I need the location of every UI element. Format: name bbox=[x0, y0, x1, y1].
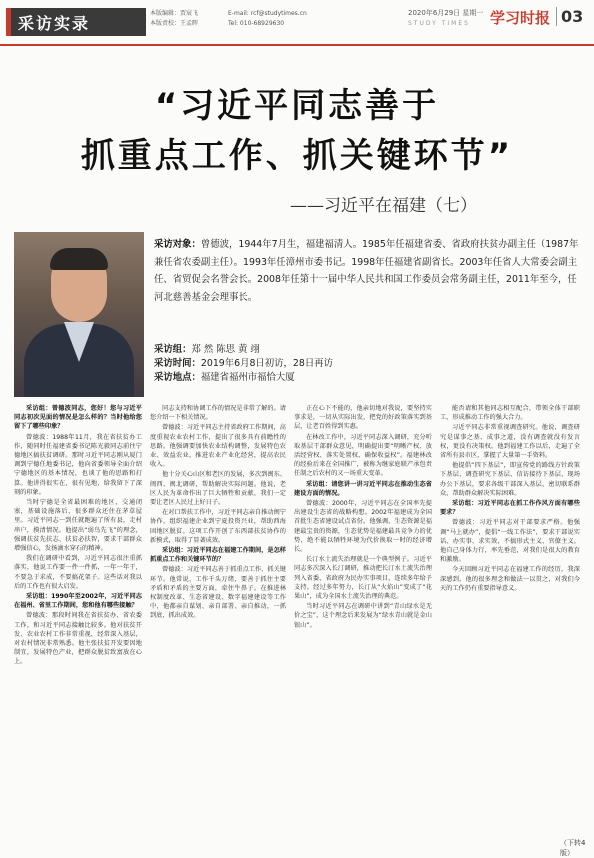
interviewee-bio bbox=[154, 236, 582, 306]
answer-paragraph: 我们在调研中看到，习近平同志很注重抓落实，他说工作要一件一件抓，一年一年干，不要急于求成，不要搞花架子。这些话对我以后的工作也有很大启发。 bbox=[14, 555, 142, 590]
answer-paragraph: 长汀水土流失治理就是一个典型例子。习近平同志多次深入长汀调研，推动把长汀水土流失治理列入省委、省政府为民办实事项目，连续多年给予支持。经过多年努力，长汀从“火焰山”变成了“花果山”，成为全国水土流失治理的典范。 bbox=[294, 556, 432, 601]
page-header bbox=[0, 0, 594, 46]
editor-line: 本版编辑：贾宸飞 bbox=[150, 10, 199, 17]
answer-paragraph: 曾德波：习近平同志主持省政府工作期间，高度重视农业农村工作，提出了很多具有前瞻性的思路。他强调要加快农业结构调整，发展特色农业、效益农业，推进农业产业化经营，提高农民收入。 bbox=[150, 424, 286, 469]
answer-paragraph: 他提倡“四下基层”，即宣传党的路线方针政策下基层、调查研究下基层、信访接待下基层、现场办公下基层，要求各级干部深入基层，密切联系群众，帮助群众解决实际困难。 bbox=[440, 462, 580, 497]
answer-paragraph: 他十分关心山区和老区的发展，多次到闽东、闽西、闽北调研，帮助解决实际问题。他说，老区人民为革命作出了巨大牺牲和贡献，我们一定要让老区人民过上好日子。 bbox=[150, 471, 286, 507]
section-banner bbox=[6, 8, 146, 36]
place-text: 福建省福州市福恰大厦 bbox=[200, 372, 295, 383]
answer-paragraph: 当时习近平同志在调研中讲到“青山绿水是无价之宝”，这个理念后来发展为“绿水青山就是金山银山”。 bbox=[294, 603, 432, 629]
email-line: E-mail: rcf@studytimes.cn bbox=[228, 10, 307, 17]
article-column-4 bbox=[440, 404, 580, 834]
group-label: 采访组： bbox=[154, 344, 192, 355]
group-text: 郑 然 陈思 黄 翊 bbox=[191, 344, 260, 355]
bio-text: 曾德波，1944年7月生，福建福清人。1985年任福建省委、省政府扶贫办副主任（1987年兼任省农委副主任）。1993年任漳州市委书记。1998年任福建省副省长。2003年任省人大常委会副主任、省贸促会名誉会长。2008年任第十一届中华人民共和国工作委员会常务副主任，2011年至今，任河北慈善基金会理事长。 bbox=[154, 239, 579, 303]
answer-paragraph: 能否请和其他同志相互配合，带领全体干部职工，形成推动工作的强大合力。 bbox=[440, 405, 580, 422]
headline-subtitle: ——习近平在福建（七） bbox=[290, 196, 477, 216]
answer-paragraph: 曾德波：那段时间我在省扶贫办、省农委工作，和习近平同志接触比较多。他对扶贫开发、农业农村工作非常重视，经常深入基层，对农村情况非常熟悉。他主张扶贫开发要因地制宜，发展特色产业，把群众脱贫致富放在心上。 bbox=[14, 612, 142, 666]
question-paragraph: 采访组：习近平同志在抓工作作风方面有哪些要求？ bbox=[440, 500, 580, 517]
answer-paragraph: 当时宁德是全省最困难的地区，交通闭塞，基础设施落后，很多群众还住在茅草屋里。习近平同志一到任就跑遍了所有县，走村串户，摸清情况。他提出“弱鸟先飞”的理念，强调扶贫先扶志、扶贫必扶智，要求干部群众增强信心，发扬滴水穿石的精神。 bbox=[14, 499, 142, 553]
editor-credits bbox=[150, 9, 198, 29]
answer-paragraph: 曾德波：习近平同志善于抓重点工作、抓关键环节。他常说，工作千头万绪，要善于抓住主要矛盾和矛盾的主要方面，牵住牛鼻子。在推进林权制度改革、生态省建设、数字福建建设等工作中，他都亲自谋划、亲自部署、亲自推动，一抓到底，抓出成效。 bbox=[150, 566, 286, 620]
article-column-3 bbox=[294, 404, 432, 834]
time-label: 采访时间： bbox=[154, 358, 201, 369]
interviewee-portrait bbox=[14, 232, 144, 397]
answer-paragraph: 习近平同志非常重视调查研究。他说，调查研究是谋事之基、成事之道，没有调查就没有发言权，更没有决策权。他到福建工作以后，走遍了全省所有县市区，掌握了大量第一手资料。 bbox=[440, 424, 580, 460]
section-title: 采访实录 bbox=[18, 14, 91, 33]
bio-label: 采访对象： bbox=[154, 239, 201, 250]
issue-date: 2020年6月29日 星期一 bbox=[408, 9, 484, 17]
headline-line-1: “习近平同志善于 bbox=[154, 86, 440, 126]
answer-paragraph: 正在心下不能的，他亲切地对我说，要坚持实事求是，一切从实际出发，把党的好政策落实到基层，让老百姓得到实惠。 bbox=[294, 405, 432, 431]
time-text: 2019年6月8日初访，28日再访 bbox=[200, 358, 333, 369]
question-paragraph: 采访组：1990年至2002年，习近平同志在福州、省里工作期间，您和他有哪些接触？ bbox=[14, 593, 142, 610]
answer-paragraph: 今天回顾习近平同志在福建工作的经历，我深深感到，他的很多理念和做法一以贯之，对我们今天的工作仍有重要指导意义。 bbox=[440, 566, 580, 592]
question-paragraph: 采访组：请您讲一讲习近平同志在推动生态省建设方面的情况。 bbox=[294, 480, 432, 497]
contact-info bbox=[228, 9, 307, 29]
question-paragraph: 采访组：曾德波同志，您好！您与习近平同志初次见面的情况是怎么样的？当时他给您留下了哪些印象？ bbox=[14, 405, 142, 431]
phone-line: Tel: 010-68929630 bbox=[228, 20, 285, 27]
place-label: 采访地点： bbox=[154, 372, 201, 383]
answer-paragraph: 曾德波：习近平同志对干部要求严格。他强调“马上就办”，提倡“一线工作法”，要求干部说实话、办实事、求实效，不搞形式主义、官僚主义。他自己身体力行，率先垂范，对我们是很大的教育和激励。 bbox=[440, 519, 580, 564]
interview-place bbox=[154, 372, 582, 384]
interview-group bbox=[154, 344, 582, 356]
answer-paragraph: 在林改工作中，习近平同志深入调研，充分听取基层干部群众意见，明确提出要“明晰产权、放活经营权、落实处置权、确保收益权”。福建林改的经验后来在全国推广，被称为继家庭联产承包责任制之后农村的又一场重大变革。 bbox=[294, 433, 432, 478]
answer-paragraph: 同志支持和协调工作的情况是非常了解的。请您介绍一下相关情况。 bbox=[150, 405, 286, 422]
answer-paragraph: 在对口帮扶工作中，习近平同志亲自推动闽宁协作，组织福建企业到宁夏投资兴业，帮助西海固地区脱贫。这项工作开创了东西部扶贫协作的新模式，取得了显著成效。 bbox=[150, 509, 286, 544]
answer-paragraph: 曾德波：1988年11月，我在省扶贫办工作，随同时任福建省委书记陈光毅同志前往宁德地区搞扶贫调研。那时习近平同志刚从厦门调到宁德任地委书记，他向省委领导全面介绍宁德地区的基本情况，也谈了他的思路和打算。他讲得很实在，很有见地，给我留下了深刻的印象。 bbox=[14, 433, 142, 496]
article-column-1 bbox=[14, 404, 142, 834]
proofreader-line: 本版责校：王孟晖 bbox=[150, 20, 199, 27]
question-paragraph: 采访组：习近平同志在福建工作期间，是怎样抓重点工作和关键环节的？ bbox=[150, 547, 286, 564]
headline-line-2: 抓重点工作、抓关键环节” bbox=[80, 136, 514, 176]
section-accent-bar bbox=[6, 8, 11, 36]
page-number: 03 bbox=[556, 7, 583, 26]
interview-time bbox=[154, 358, 582, 370]
continued-notice: （下转4版） bbox=[560, 839, 586, 857]
answer-paragraph: 曾德波：2000年，习近平同志在全国率先提出建设生态省的战略构想。2002年福建成为全国首批生态省建设试点省份。他强调，生态资源是福建最宝贵的资源，生态优势是福建最具竞争力的优势，绝不能以牺牲环境为代价换取一时的经济增长。 bbox=[294, 500, 432, 554]
newspaper-name: 学习时报 bbox=[490, 9, 551, 27]
article-column-2 bbox=[150, 404, 286, 834]
portrait-hair bbox=[50, 248, 108, 270]
study-times-english: STUDY TIMES bbox=[408, 20, 470, 27]
